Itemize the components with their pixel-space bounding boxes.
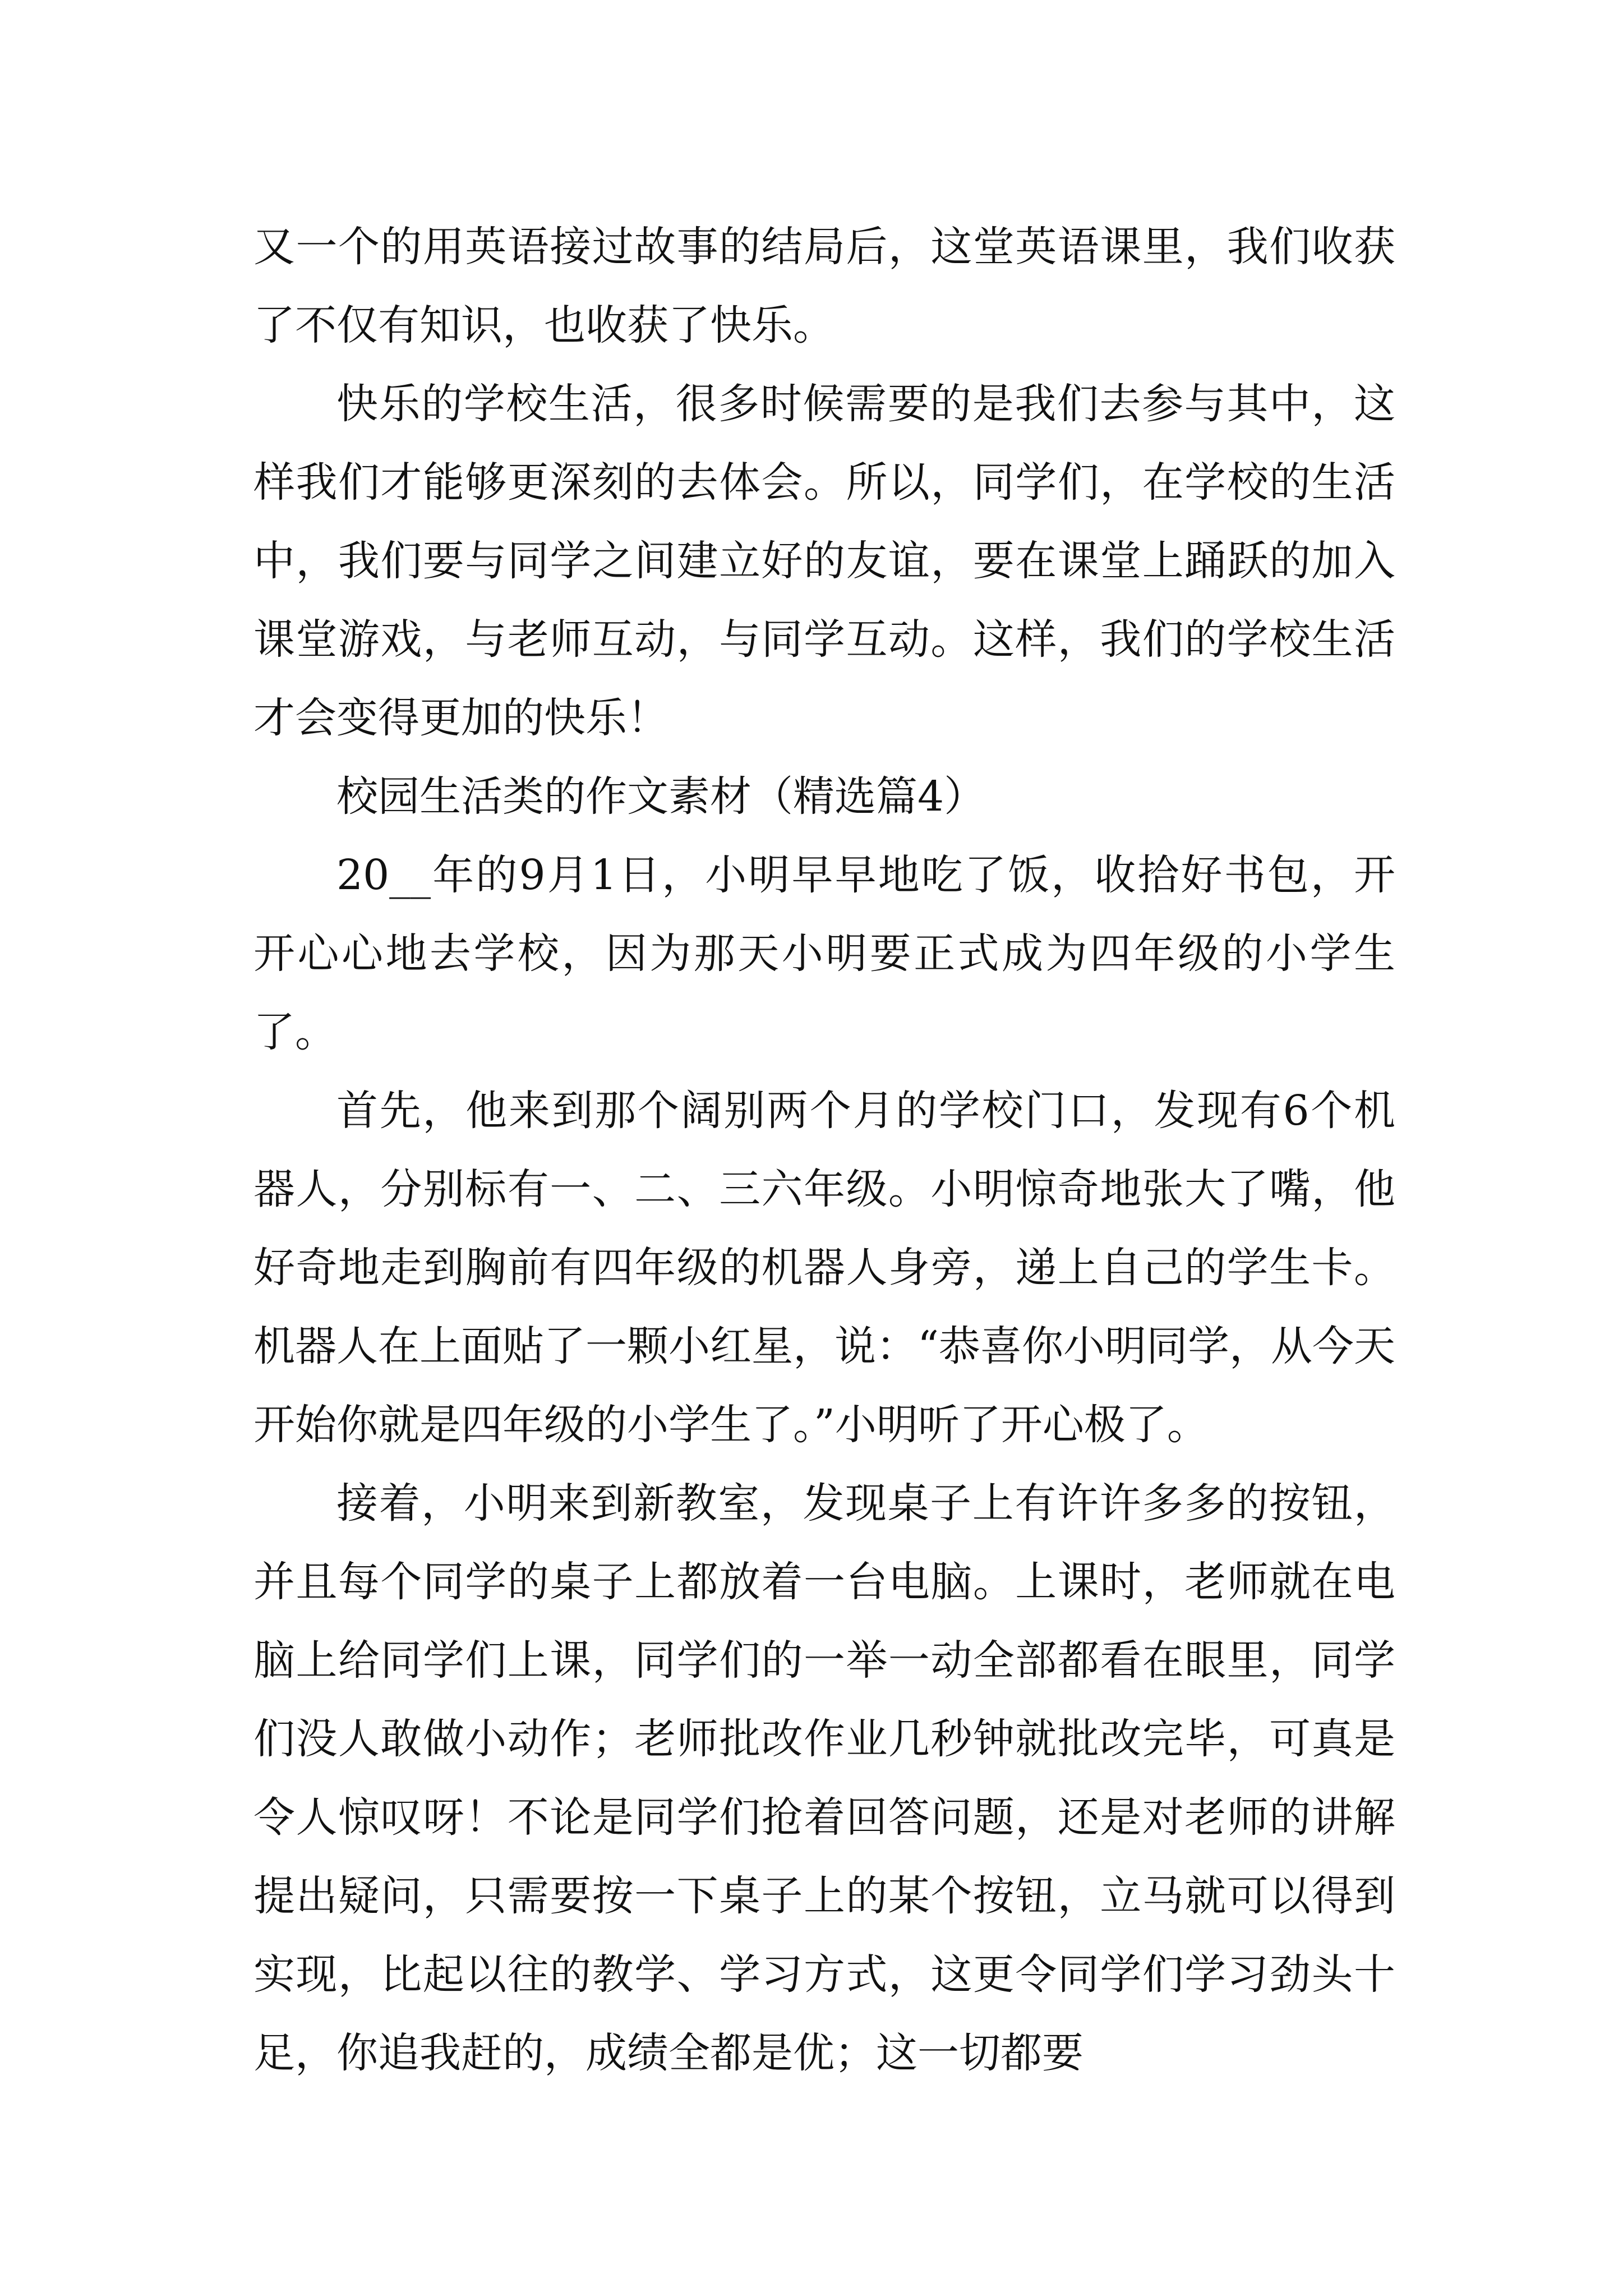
paragraph: 又一个的用英语接过故事的结局后，这堂英语课里，我们收获了不仅有知识，也收获了快乐。 bbox=[253, 223, 1395, 349]
paragraph: 20__年的9月1日，小明早早地吃了饭，收拾好书包，开开心心地去学校，因为那天小明要正式成为四年级的小学生了。 bbox=[253, 851, 1395, 1056]
paragraph: 首先，他来到那个阔别两个月的学校门口，发现有6个机器人，分别标有一、二、三六年级。小明惊奇地张大了嘴，他好奇地走到胸前有四年级的机器人身旁，递上自己的学生卡。机器人在上面贴了一颗小红星，说：“恭喜你小明同学，从今天开始你就是四年级的小学生了。”小明听了开心极了。 bbox=[253, 1087, 1395, 1449]
section-heading: 校园生活类的作文素材（精选篇4） bbox=[336, 772, 986, 821]
document-body bbox=[253, 208, 1395, 2092]
paragraph: 接着，小明来到新教室，发现桌子上有许许多多的按钮，并且每个同学的桌子上都放着一台电脑。上课时，老师就在电脑上给同学们上课，同学们的一举一动全部都看在眼里，同学们没人敢做小动作；老师批改作业几秒钟就批改完毕，可真是令人惊叹呀！不论是同学们抢着回答问题，还是对老师的讲解提出疑问，只需要按一下桌子上的某个按钮，立马就可以得到实现，比起以往的教学、学习方式，这更令同学们学习劲头十足，你追我赶的，成绩全都是优；这一切都要 bbox=[253, 1479, 1395, 2077]
paragraph: 快乐的学校生活，很多时候需要的是我们去参与其中，这样我们才能够更深刻的去体会。所以，同学们，在学校的生活中，我们要与同学之间建立好的友谊，要在课堂上踊跃的加入课堂游戏，与老师互动，与同学互动。这样，我们的学校生活才会变得更加的快乐！ bbox=[253, 380, 1395, 742]
